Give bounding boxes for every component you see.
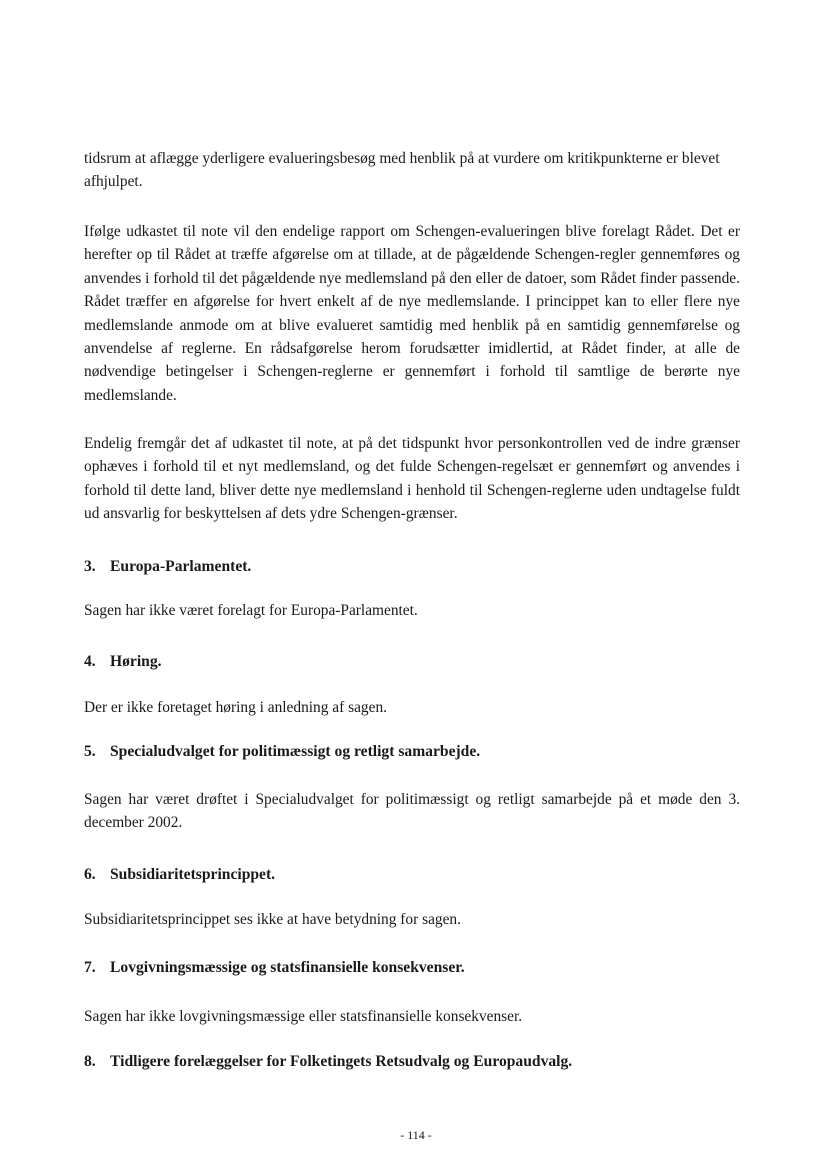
section-heading-6 bbox=[84, 864, 744, 886]
section-body-5: Sagen har været drøftet i Specialudvalget for politimæssigt og retligt samarbejde på et møde den 3. december 2002. bbox=[84, 791, 740, 832]
section-heading-4 bbox=[84, 651, 744, 673]
section-number: 5. bbox=[84, 743, 96, 760]
section-title: Europa-Parlamentet. bbox=[110, 558, 252, 575]
section-number: 6. bbox=[84, 866, 96, 883]
section-body-6: Subsidiaritetsprincippet ses ikke at have betydning for sagen. bbox=[84, 911, 461, 928]
paragraph-final-report: Ifølge udkastet til note vil den endelige rapport om Schengen-evalueringen blive forelagt Rådet. Det er herefter op til Rådet at træffe afgørelse om at tillade, at de pågældende Schengen-regler gennemføres og anvendes i forhold til det pågældende nye medlemsland på den eller de datoer, som Rådet finder passende. Rådet træffer en afgørelse for hvert enkelt af de nye medlemslande. I princippet kan to eller flere nye medlemslande anmode om at blive evalueret samtidig med henblik på en samtidig gennemførelse og anvendelse af reglerne. En rådsafgørelse herom forudsætter imidlertid, at Rådet finder, at alle de nødvendige betingelser i Schengen-reglerne er gennemført i forhold til samtlige de berørte nye medlemslande. bbox=[84, 223, 740, 404]
section-title: Subsidiaritetsprincippet. bbox=[110, 866, 276, 883]
section-heading-8 bbox=[84, 1051, 744, 1073]
section-title: Høring. bbox=[110, 653, 162, 670]
section-number: 7. bbox=[84, 959, 96, 976]
section-number: 3. bbox=[84, 558, 96, 575]
section-title: Tidligere forelæggelser for Folketingets Retsudvalg og Europaudvalg. bbox=[110, 1053, 573, 1070]
paragraph-external-borders: Endelig fremgår det af udkastet til note, at på det tidspunkt hvor personkontrollen ved de indre grænser ophæves i forhold til et nyt medlemsland, og det fulde Schengen-regelsæt er gennemført og anvendes i forhold til dette land, bliver dette nye medlemsland i henhold til Schengen-reglerne uden undtagelse fuldt ud ansvarlig for beskyttelsen af dets ydre Schengen-grænser. bbox=[84, 435, 740, 523]
section-title: Specialudvalget for politimæssigt og retligt samarbejde. bbox=[110, 743, 481, 760]
section-heading-7 bbox=[84, 957, 744, 979]
section-body-3: Sagen har ikke været forelagt for Europa-Parlamentet. bbox=[84, 602, 418, 619]
page-number: - 114 - bbox=[400, 1128, 432, 1142]
paragraph-continuation: tidsrum at aflægge yderligere evalueringsbesøg med henblik på at vurdere om kritikpunkterne er blevet afhjulpet. bbox=[84, 150, 720, 191]
section-body-7: Sagen har ikke lovgivningsmæssige eller statsfinansielle konsekvenser. bbox=[84, 1008, 523, 1025]
section-heading-5 bbox=[84, 741, 744, 763]
section-title: Lovgivningsmæssige og statsfinansielle konsekvenser. bbox=[110, 959, 465, 976]
section-number: 4. bbox=[84, 653, 96, 670]
section-heading-3 bbox=[84, 556, 744, 578]
section-body-4: Der er ikke foretaget høring i anledning af sagen. bbox=[84, 699, 387, 716]
section-number: 8. bbox=[84, 1053, 96, 1070]
